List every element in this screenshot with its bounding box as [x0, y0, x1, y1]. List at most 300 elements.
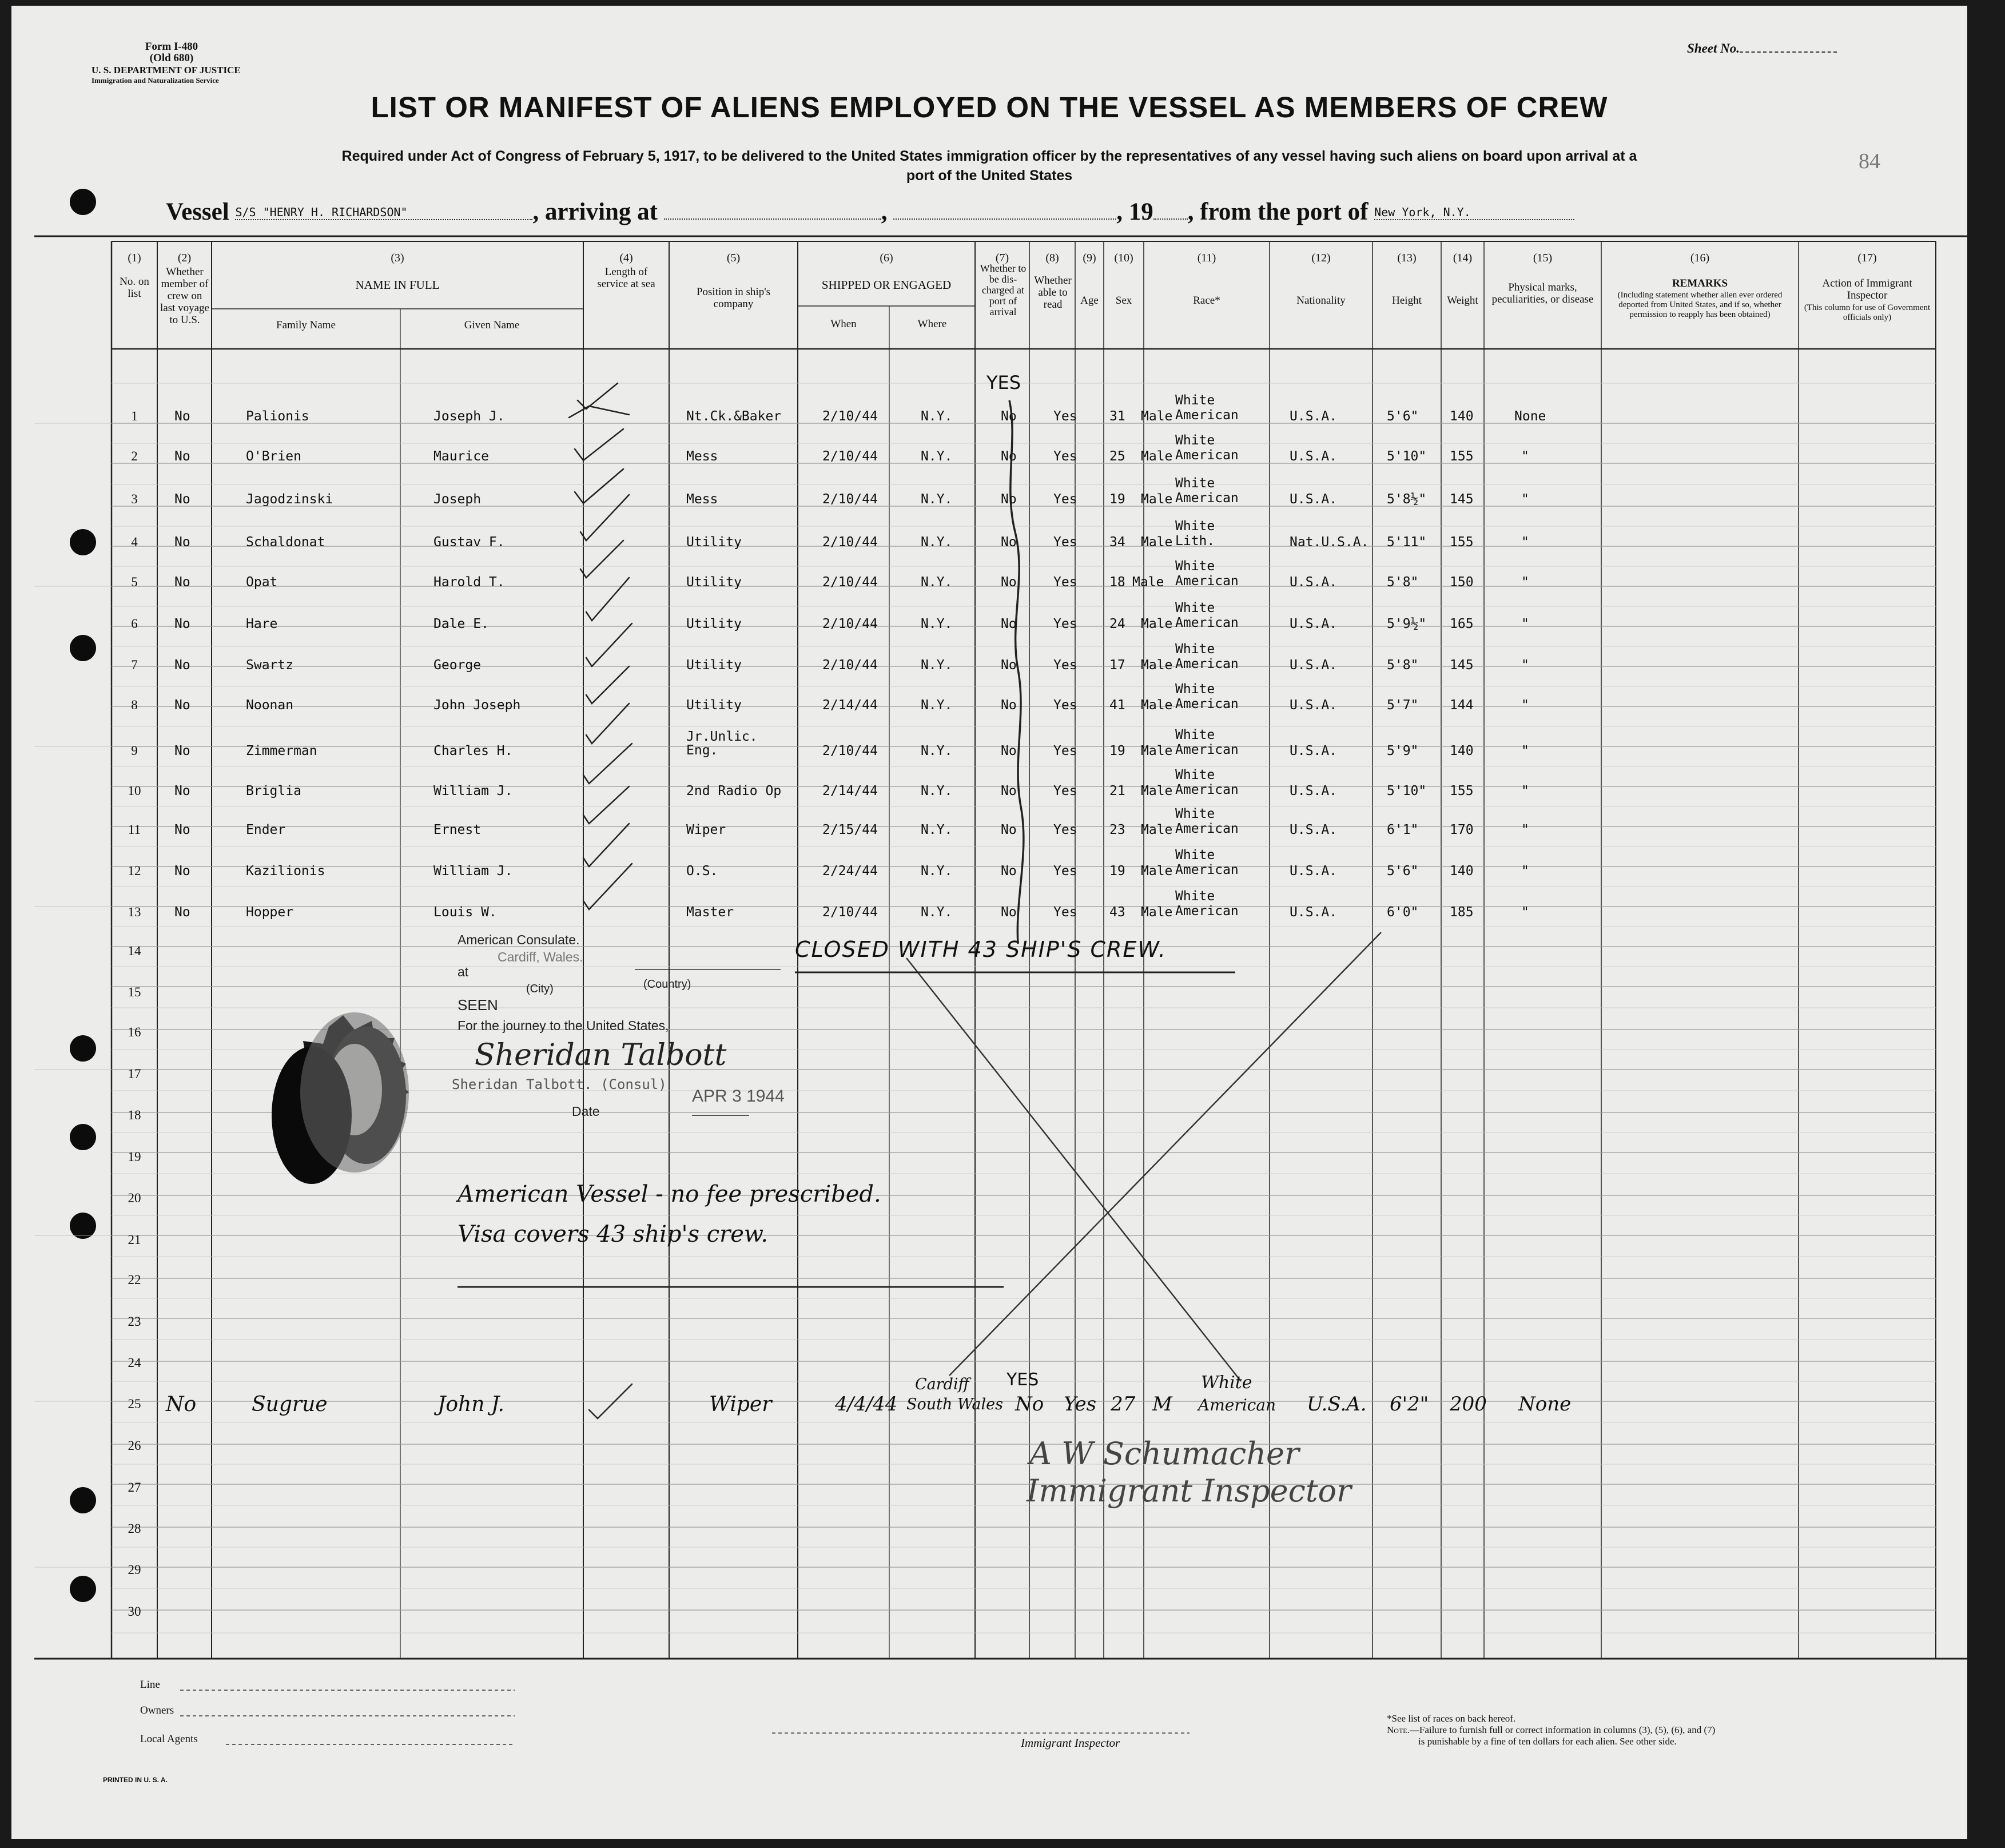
cell-nationality: U.S.A.: [1290, 698, 1338, 713]
cell-when: 2/24/44: [822, 864, 878, 879]
cell-race-line-2: American: [1175, 904, 1239, 919]
cell-nationality: U.S.A.: [1290, 617, 1338, 631]
cell-where: N.Y.: [921, 617, 953, 631]
cell-position: Master: [686, 905, 734, 920]
note-text-1: —Failure to furnish full or correct information in columns (3), (5), (6), and (7): [1409, 1724, 1716, 1735]
consul-date-stamp: APR 3 1944: [692, 1087, 785, 1106]
col-header-remarks-note: (Including statement whether alien ever ordered deported from United States, and if so, whether permission to reapply has been obtained): [1617, 291, 1783, 319]
row-number: 19: [128, 1150, 141, 1164]
row-25-sex: M: [1152, 1393, 1172, 1416]
row-number: 21: [128, 1233, 141, 1247]
row-25-marks: None: [1518, 1393, 1572, 1416]
col-num-8: (8): [1045, 252, 1059, 264]
year-label: , 19: [1116, 198, 1153, 225]
cell-age: 19: [1109, 864, 1125, 879]
cell-marks: ": [1521, 492, 1529, 507]
cell-sex: Male: [1141, 409, 1173, 424]
cell-age: 17: [1109, 658, 1125, 673]
row-25-age: 27: [1111, 1393, 1136, 1416]
cell-read: Yes: [1053, 575, 1077, 590]
cell-discharge: No: [1001, 575, 1017, 590]
cell-race-line-1: White: [1175, 642, 1215, 657]
cell-family: Schaldonat: [246, 535, 325, 550]
cell-where: N.Y.: [921, 744, 953, 758]
cell-weight: 140: [1450, 864, 1474, 879]
cell-prev: No: [174, 822, 190, 837]
at-label: at: [458, 964, 469, 979]
cell-prev: No: [174, 409, 190, 424]
cell-sex: Male: [1141, 744, 1173, 758]
col-num-3: (3): [391, 252, 404, 264]
col-header-when: When: [830, 318, 857, 330]
row-25-weight: 200: [1450, 1393, 1487, 1416]
col-header-nationality: Nationality: [1296, 295, 1346, 307]
cell-marks: ": [1521, 617, 1529, 631]
row-25-where-country: South Wales: [906, 1396, 1003, 1413]
cell-marks: ": [1521, 864, 1529, 879]
cell-race-line-1: White: [1175, 519, 1215, 534]
consul-name: Sheridan Talbott. (Consul): [452, 1076, 667, 1092]
cell-height: 5'10": [1387, 784, 1427, 798]
seen-label: SEEN: [458, 996, 498, 1014]
col-header-action: Action of Immigrant Inspector: [1822, 277, 1912, 301]
col-num-6: (6): [880, 252, 893, 264]
cell-race-line-1: White: [1175, 601, 1215, 615]
col-header-shipped: SHIPPED OR ENGAGED: [821, 278, 952, 292]
row-number: 1: [131, 409, 138, 423]
cell-sex: Male: [1141, 658, 1173, 673]
cell-discharge: No: [1001, 698, 1017, 713]
cell-sex: Male: [1141, 905, 1173, 920]
cell-given: Dale E.: [433, 617, 489, 631]
cell-discharge: No: [1001, 658, 1017, 673]
cell-race-line-2: American: [1175, 491, 1239, 506]
cell-where: N.Y.: [921, 864, 953, 879]
col-num-17: (17): [1857, 252, 1877, 264]
footer-owners-label: Owners: [140, 1704, 174, 1716]
row-25-prev: No: [166, 1393, 197, 1416]
cell-given: Harold T.: [433, 575, 505, 590]
cell-race-line-1: White: [1175, 476, 1215, 491]
cell-read: Yes: [1053, 535, 1077, 550]
row-number: 29: [128, 1563, 141, 1577]
cell-marks: None: [1514, 409, 1546, 424]
cell-race-line-2: American: [1175, 863, 1239, 877]
row-number: 10: [128, 784, 141, 798]
cell-when: 2/10/44: [822, 492, 878, 507]
cell-height: 5'9½": [1387, 617, 1427, 631]
cell-prev: No: [174, 617, 190, 631]
cell-given: Louis W.: [433, 905, 497, 920]
row-25-race-1: White: [1201, 1373, 1252, 1393]
handwritten-yes: YES: [986, 372, 1021, 394]
cell-race-line-2: American: [1175, 782, 1239, 797]
row-number: 30: [128, 1604, 141, 1619]
col-num-14: (14): [1453, 252, 1473, 264]
cell-race-line-2: American: [1175, 615, 1239, 630]
row-number: 7: [131, 658, 138, 672]
col-header-no: No. on list: [120, 276, 149, 300]
cell-when: 2/10/44: [822, 575, 878, 590]
cell-where: N.Y.: [921, 905, 953, 920]
cell-nationality: Nat.U.S.A.: [1290, 535, 1369, 550]
cell-race-line-1: White: [1175, 806, 1215, 821]
col-header-discharge: Whether to be dis-charged at port of arrival: [980, 263, 1027, 317]
col-num-2: (2): [177, 252, 192, 264]
consul-signature: Sheridan Talbott: [475, 1038, 727, 1072]
cell-weight: 170: [1450, 822, 1474, 837]
cell-race-line-2: American: [1175, 448, 1239, 463]
cell-height: 6'1": [1387, 822, 1419, 837]
cell-position: Jr.Unlic. Eng.: [686, 729, 758, 758]
manifest-sheet: [11, 6, 1967, 1839]
date-label: Date: [572, 1104, 600, 1119]
footer-agents-label: Local Agents: [140, 1733, 198, 1745]
row-number: 24: [128, 1356, 141, 1370]
cell-when: 2/15/44: [822, 822, 878, 837]
row-number: 23: [128, 1314, 141, 1329]
row-number: 2: [131, 449, 138, 463]
cell-prev: No: [174, 784, 190, 798]
cell-prev: No: [174, 744, 190, 758]
col-num-1: (1): [128, 252, 141, 264]
cell-discharge: No: [1001, 822, 1017, 837]
cell-age: 19: [1109, 492, 1125, 507]
row-25-discharge-yes: YES: [1007, 1370, 1039, 1390]
col-header-race: Race*: [1193, 295, 1220, 307]
col-header-remarks: REMARKS: [1672, 277, 1728, 289]
cell-where: N.Y.: [921, 698, 953, 713]
cell-nationality: U.S.A.: [1290, 864, 1338, 879]
row-25-where-city: Cardiff: [915, 1376, 969, 1393]
row-number: 6: [131, 617, 138, 631]
cell-race-line-1: White: [1175, 559, 1215, 574]
cell-prev: No: [174, 535, 190, 550]
vessel-name: S/S "HENRY H. RICHARDSON": [235, 205, 532, 220]
cell-family: Noonan: [246, 698, 294, 713]
cell-race-line-2: American: [1175, 742, 1239, 757]
cell-prev: No: [174, 864, 190, 879]
cell-given: Charles H.: [433, 744, 513, 758]
cell-when: 2/10/44: [822, 449, 878, 464]
cell-given: Maurice: [433, 449, 489, 464]
note-label: Note.: [1387, 1724, 1410, 1735]
country-label: (Country): [643, 978, 691, 991]
footer-line-label: Line: [140, 1679, 160, 1691]
cell-discharge: No: [1001, 409, 1017, 424]
col-header-name: NAME IN FULL: [355, 278, 440, 292]
cell-race-line-2: American: [1175, 821, 1239, 836]
row-number: 25: [128, 1397, 141, 1411]
cell-race-line-1: White: [1175, 768, 1215, 782]
subtitle-line-2: port of the United States: [906, 168, 1073, 184]
cell-prev: No: [174, 698, 190, 713]
cell-age: 25: [1109, 449, 1125, 464]
vessel-label: Vessel: [166, 198, 229, 225]
row-number: 17: [128, 1067, 141, 1081]
consulate-label: American Consulate.: [458, 932, 580, 947]
row-number: 27: [128, 1480, 141, 1495]
cell-position: Utility: [686, 698, 742, 713]
cell-marks: ": [1521, 744, 1529, 758]
cell-race-line-2: American: [1175, 408, 1239, 423]
row-number: 15: [128, 985, 141, 999]
col-header-sex: Sex: [1115, 295, 1132, 307]
cell-age: 19: [1109, 744, 1125, 758]
cell-read: Yes: [1053, 492, 1077, 507]
cell-nationality: U.S.A.: [1290, 744, 1338, 758]
row-25-discharge: No: [1015, 1393, 1044, 1416]
cell-height: 5'7": [1387, 698, 1419, 713]
row-number: 5: [131, 575, 138, 589]
cell-race-line-1: White: [1175, 433, 1215, 448]
vessel-line: Vessel S/S "HENRY H. RICHARDSON" , arriving at , , 19 , from the port of New York, N.Y.: [166, 198, 1767, 232]
row-25-height: 6'2": [1390, 1393, 1429, 1416]
cell-discharge: No: [1001, 864, 1017, 879]
cell-race-line-2: American: [1175, 657, 1239, 671]
col-header-service: Length of service at sea: [597, 266, 655, 290]
cell-nationality: U.S.A.: [1290, 905, 1338, 920]
cell-discharge: No: [1001, 784, 1017, 798]
cell-age: 21: [1109, 784, 1125, 798]
row-number: 26: [128, 1438, 141, 1453]
consular-seal: [272, 1012, 409, 1184]
cell-given: Ernest: [433, 822, 482, 837]
cell-sex: Male: [1141, 617, 1173, 631]
row-number: 20: [128, 1191, 141, 1205]
row-number: 8: [131, 698, 138, 712]
row-number: 12: [128, 864, 141, 878]
cell-discharge: No: [1001, 617, 1017, 631]
footer-races-note: *See list of races on back hereof.: [1387, 1713, 1516, 1724]
city-label: (City): [526, 983, 554, 995]
sheet-number-stamp: 84: [1859, 149, 1880, 173]
col-header-prev-voyage: Whether member of crew on last voyage to U.S.: [160, 266, 209, 326]
cell-family: Zimmerman: [246, 744, 317, 758]
cell-age: 18: [1109, 575, 1125, 590]
cell-nationality: U.S.A.: [1290, 822, 1338, 837]
cell-race-line-1: White: [1175, 682, 1215, 697]
cell-marks: ": [1521, 784, 1529, 798]
consular-stamp: [452, 932, 785, 1150]
cell-marks: ": [1521, 575, 1529, 590]
cell-position: Utility: [686, 575, 742, 590]
cell-position: Utility: [686, 617, 742, 631]
cell-read: Yes: [1053, 658, 1077, 673]
cell-read: Yes: [1053, 698, 1077, 713]
col-header-given-name: Given Name: [464, 319, 520, 331]
col-num-12: (12): [1311, 252, 1331, 264]
row-25-nationality: U.S.A.: [1307, 1393, 1367, 1416]
cell-height: 5'8½": [1387, 492, 1427, 507]
cell-read: Yes: [1053, 905, 1077, 920]
cell-when: 2/10/44: [822, 658, 878, 673]
cell-height: 5'9": [1387, 744, 1419, 758]
cell-height: 5'10": [1387, 449, 1427, 464]
cell-race-line-2: American: [1175, 697, 1239, 712]
cell-height: 5'6": [1387, 409, 1419, 424]
department-name: U. S. DEPARTMENT OF JUSTICE: [92, 65, 241, 75]
cell-sex: Male: [1141, 822, 1173, 837]
col-num-10: (10): [1114, 252, 1133, 264]
cell-family: Hare: [246, 617, 278, 631]
cell-position: Mess: [686, 449, 718, 464]
cell-where: N.Y.: [921, 658, 953, 673]
row-25-position: Wiper: [709, 1393, 772, 1416]
cell-discharge: No: [1001, 535, 1017, 550]
cell-given: William J.: [433, 784, 513, 798]
closed-note: CLOSED WITH 43 SHIP'S CREW.: [795, 937, 1167, 962]
cell-position: Utility: [686, 658, 742, 673]
cell-height: 6'0": [1387, 905, 1419, 920]
cell-prev: No: [174, 905, 190, 920]
cell-age: 41: [1109, 698, 1125, 713]
col-num-9: (9): [1083, 252, 1096, 264]
row-number: 3: [131, 492, 138, 506]
cell-family: Hopper: [246, 905, 294, 920]
row-number: 18: [128, 1108, 141, 1122]
row-number: 13: [128, 905, 141, 919]
col-header-family-name: Family Name: [276, 319, 336, 331]
inspector-signature: A W Schumacher: [1029, 1436, 1299, 1472]
footer-penalty-note-2: is punishable by a fine of ten dollars for each alien. See other side.: [1418, 1736, 1677, 1747]
col-header-age: Age: [1080, 295, 1099, 307]
col-num-16: (16): [1690, 252, 1710, 264]
old-form-number: (Old 680): [149, 52, 194, 64]
cell-read: Yes: [1053, 744, 1077, 758]
cell-height: 5'6": [1387, 864, 1419, 879]
cell-race-line-1: White: [1175, 728, 1215, 742]
row-number: 11: [128, 822, 141, 837]
cell-given: William J.: [433, 864, 513, 879]
cell-age: 23: [1109, 822, 1125, 837]
cell-nationality: U.S.A.: [1290, 575, 1338, 590]
cell-read: Yes: [1053, 822, 1077, 837]
cell-family: Kazilionis: [246, 864, 325, 879]
cell-weight: 140: [1450, 409, 1474, 424]
cell-race-line-1: White: [1175, 848, 1215, 863]
subtitle-line-1: Required under Act of Congress of February 5, 1917, to be delivered to the United States immigration officer by the representatives of any vessel having such aliens on board upon arrival at a: [341, 148, 1637, 164]
cell-nationality: U.S.A.: [1290, 658, 1338, 673]
row-25-read: Yes: [1064, 1393, 1097, 1416]
cell-age: 34: [1109, 535, 1125, 550]
cell-when: 2/10/44: [822, 409, 878, 424]
col-header-height: Height: [1392, 295, 1422, 307]
cell-discharge: No: [1001, 905, 1017, 920]
fee-note: American Vessel - no fee prescribed.: [458, 1181, 881, 1207]
row-25-race-2: American: [1198, 1396, 1276, 1414]
visa-note: Visa covers 43 ship's crew.: [458, 1221, 769, 1247]
cell-prev: No: [174, 449, 190, 464]
cell-where: N.Y.: [921, 784, 953, 798]
cell-where: N.Y.: [921, 822, 953, 837]
row-number: 16: [128, 1025, 141, 1039]
journey-label: For the journey to the United States,: [458, 1018, 669, 1033]
cell-position: O.S.: [686, 864, 718, 879]
cell-family: Briglia: [246, 784, 301, 798]
row-25-given: John J.: [437, 1393, 504, 1416]
cell-when: 2/10/44: [822, 744, 878, 758]
cell-height: 5'11": [1387, 535, 1427, 550]
sheet-number-label: Sheet No.: [1687, 41, 1740, 55]
cell-family: Ender: [246, 822, 286, 837]
cell-nationality: U.S.A.: [1290, 784, 1338, 798]
cell-when: 2/14/44: [822, 784, 878, 798]
row-number: 4: [131, 535, 138, 549]
cell-weight: 145: [1450, 492, 1474, 507]
cell-marks: ": [1521, 905, 1529, 920]
cell-sex: Male: [1141, 535, 1173, 550]
service-name: Immigration and Naturalization Service: [92, 76, 219, 85]
cell-age: 43: [1109, 905, 1125, 920]
row-number: 28: [128, 1521, 141, 1536]
col-header-weight: Weight: [1447, 295, 1478, 307]
cell-where: N.Y.: [921, 575, 953, 590]
inspector-title-handwritten: Immigrant Inspector: [1027, 1473, 1351, 1509]
form-number: Form I-480: [145, 41, 198, 53]
cell-family: Jagodzinski: [246, 492, 333, 507]
cell-family: O'Brien: [246, 449, 301, 464]
cell-position: Utility: [686, 535, 742, 550]
page-title: LIST OR MANIFEST OF ALIENS EMPLOYED ON THE VESSEL AS MEMBERS OF CREW: [371, 91, 1608, 124]
from-port-label: , from the port of: [1187, 198, 1369, 225]
cell-race-line-1: White: [1175, 393, 1215, 408]
cell-when: 2/10/44: [822, 535, 878, 550]
cell-position: Wiper: [686, 822, 726, 837]
cell-age: 24: [1109, 617, 1125, 631]
cell-weight: 155: [1450, 535, 1474, 550]
cell-given: Gustav F.: [433, 535, 505, 550]
cell-family: Swartz: [246, 658, 294, 673]
cell-where: N.Y.: [921, 449, 953, 464]
row-number: 22: [128, 1273, 141, 1287]
cell-discharge: No: [1001, 492, 1017, 507]
cell-nationality: U.S.A.: [1290, 409, 1338, 424]
col-header-read: Whether able to read: [1034, 275, 1072, 311]
col-num-4: (4): [619, 252, 633, 264]
cell-weight: 140: [1450, 744, 1474, 758]
cell-given: John Joseph: [433, 698, 521, 713]
col-header-where: Where: [917, 318, 947, 330]
cell-marks: ": [1521, 658, 1529, 673]
col-header-physical-marks: Physical marks, peculiarities, or disease: [1491, 281, 1594, 305]
cell-read: Yes: [1053, 617, 1077, 631]
cell-nationality: U.S.A.: [1290, 492, 1338, 507]
cell-weight: 150: [1450, 575, 1474, 590]
cell-race-line-2: American: [1175, 574, 1239, 589]
cell-prev: No: [174, 658, 190, 673]
cell-family: Opat: [246, 575, 278, 590]
cell-given: George: [433, 658, 482, 673]
cell-height: 5'8": [1387, 658, 1419, 673]
cell-given: Joseph: [433, 492, 482, 507]
col-num-15: (15): [1533, 252, 1553, 264]
cell-family: Palionis: [246, 409, 309, 424]
cell-sex: Male: [1141, 864, 1173, 879]
cell-discharge: No: [1001, 449, 1017, 464]
cell-nationality: U.S.A.: [1290, 449, 1338, 464]
row-25-family: Sugrue: [252, 1393, 328, 1416]
cell-weight: 165: [1450, 617, 1474, 631]
cell-marks: ": [1521, 449, 1529, 464]
row-25-when: 4/4/44: [835, 1393, 898, 1416]
consul-city: Cardiff, Wales.: [498, 949, 583, 964]
footer-inspector-label: Immigrant Inspector: [1021, 1736, 1120, 1750]
cell-when: 2/14/44: [822, 698, 878, 713]
cell-weight: 155: [1450, 784, 1474, 798]
col-num-7: (7): [995, 252, 1009, 264]
row-number: 14: [128, 944, 141, 958]
